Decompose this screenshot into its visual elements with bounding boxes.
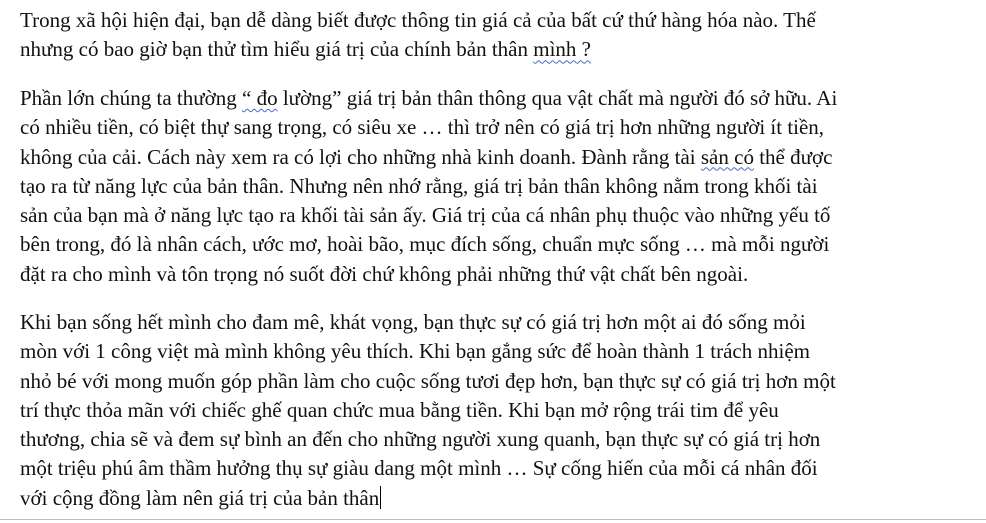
text-line: có nhiều tiền, có biệt thự sang trọng, có siêu xe … thì trở nên có giá trị hơn những người ít tiền,: [20, 115, 825, 140]
page-bottom-divider: [0, 519, 986, 520]
text-run: lường” giá trị bản thân thông qua vật chất mà người đó sở hữu. Ai: [277, 86, 838, 110]
text-line: [20, 84, 970, 113]
text-line: Trong xã hội hiện đại, bạn dễ dàng biết được thông tin giá cả của bất cứ thứ hàng hóa nào. Thế: [20, 8, 816, 32]
paragraph-1[interactable]: [20, 6, 970, 65]
text-line: đặt ra cho mình và tôn trọng nó suốt đời chứ không phải những thứ vật chất bên ngoài.: [20, 261, 749, 286]
text-line: [20, 35, 970, 64]
text-line: thương, chia sẽ và đem sự bình an đến cho những người xung quanh, bạn thực sự có giá trị hơn: [20, 427, 821, 452]
spellcheck-flagged-word[interactable]: mình ?: [533, 37, 591, 62]
text-line: một triệu phú âm thầm hưởng thụ sự giàu dang một mình … Sự cống hiến của mỗi cá nhân đối: [20, 456, 818, 481]
text-run: thể được: [753, 144, 833, 169]
text-run: nhưng có bao giờ bạn thử tìm hiểu giá trị của chính bản thân: [20, 37, 534, 62]
text-run: Phần lớn chúng ta thường: [20, 86, 242, 110]
text-line: tạo ra từ năng lực của bản thân. Nhưng nên nhớ rằng, giá trị bản thân không nằm trong khối tài: [20, 173, 818, 198]
text-line: mòn với 1 công việt mà mình không yêu thích. Khi bạn gắng sức để hoàn thành 1 trách nhiệm: [20, 339, 810, 364]
text-line: trí thực thỏa mãn với chiếc ghế quan chức mua bằng tiền. Khi bạn mở rộng trái tim để yêu: [20, 397, 779, 422]
text-line: [20, 143, 970, 172]
paragraph-3[interactable]: [20, 308, 970, 513]
paragraph-2[interactable]: [20, 84, 970, 289]
spellcheck-flagged-word[interactable]: sản có: [700, 144, 754, 169]
spellcheck-flagged-word[interactable]: “ đo: [242, 86, 278, 110]
text-run: không của cải. Cách này xem ra có lợi cho những nhà kinh doanh. Đành rằng tài: [20, 144, 701, 169]
text-cursor: [380, 486, 381, 509]
text-line: Khi bạn sống hết mình cho đam mê, khát vọng, bạn thực sự có giá trị hơn một ai đó sống mỏi: [20, 310, 806, 334]
text-line: nhỏ bé với mong muốn góp phần làm cho cuộc sống tươi đẹp hơn, bạn thực sự có giá trị hơn một: [20, 368, 836, 393]
text-line: [20, 484, 970, 513]
text-run: với cộng đồng làm nên giá trị của bản thân: [20, 485, 380, 510]
text-line: bên trong, đó là nhân cách, ước mơ, hoài bão, mục đích sống, chuẩn mực sống … mà mỗi người: [20, 232, 830, 257]
text-line: sản của bạn mà ở năng lực tạo ra khối tài sản ấy. Giá trị của cá nhân phụ thuộc vào những yếu tố: [20, 203, 831, 228]
